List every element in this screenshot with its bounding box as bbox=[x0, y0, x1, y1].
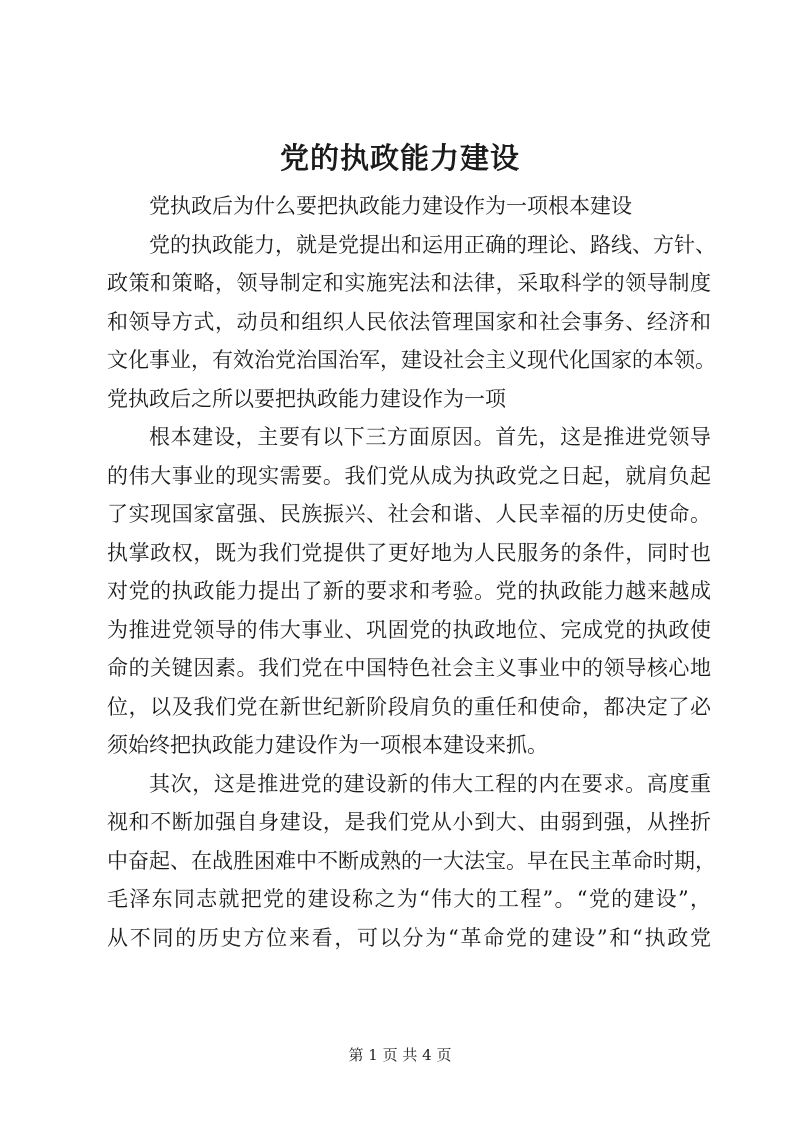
paragraph-line: 党的执政能力，就是党提出和运用正确的理论、路线、方针、 bbox=[149, 232, 716, 257]
paragraph-line: 根本建设，主要有以下三方面原因。首先，这是推进党领导 bbox=[149, 425, 711, 449]
paragraph-line: 命的关键因素。我们党在中国特色社会主义事业中的领导核心地 bbox=[107, 656, 711, 680]
paragraph-line: 其次，这是推进党的建设新的伟大工程的内在要求。高度重 bbox=[149, 771, 711, 796]
document-title: 党的执政能力建设 bbox=[279, 141, 520, 175]
paragraph-line: 中奋起、在战胜困难中不断成熟的一大法宝。早在民主革命时期， bbox=[107, 848, 716, 873]
paragraph-line: 为推进党领导的伟大事业、巩固党的执政地位、完成党的执政使 bbox=[107, 617, 711, 642]
paragraph-line: 执掌政权，既为我们党提供了更好地为人民服务的条件，同时也 bbox=[107, 540, 711, 565]
paragraph-line: 和领导方式，动员和组织人民依法管理国家和社会事务、经济和 bbox=[107, 309, 711, 334]
paragraph-line: 位，以及我们党在新世纪新阶段肩负的重任和使命，都决定了必 bbox=[107, 694, 711, 719]
paragraph-line: 党执政后之所以要把执政能力建设作为一项 bbox=[107, 386, 506, 411]
paragraph-line: 的伟大事业的现实需要。我们党从成为执政党之日起，就肩负起 bbox=[107, 463, 711, 488]
page-number: 第 1 页 共 4 页 bbox=[348, 1046, 452, 1064]
paragraph-line: 政策和策略，领导制定和实施宪法和法律，采取科学的领导制度 bbox=[107, 271, 711, 295]
paragraph-line: 视和不断加强自身建设，是我们党从小到大、由弱到强，从挫折 bbox=[107, 810, 711, 834]
paragraph-line: 毛泽东同志就把党的建设称之为“伟大的工程”。“党的建设”， bbox=[107, 887, 711, 911]
paragraph-line: 了实现国家富强、民族振兴、社会和谐、人民幸福的历史使命。 bbox=[107, 502, 711, 526]
paragraph-line: 对党的执政能力提出了新的要求和考验。党的执政能力越来越成 bbox=[107, 579, 711, 603]
paragraph-line: 须始终把执政能力建设作为一项根本建设来抓。 bbox=[107, 733, 548, 757]
section-heading: 党执政后为什么要把执政能力建设作为一项根本建设 bbox=[149, 194, 632, 218]
document-body bbox=[107, 187, 716, 957]
paragraph-line: 从不同的历史方位来看，可以分为“革命党的建设”和“执政党 bbox=[107, 925, 711, 950]
paragraph-line: 文化事业，有效治党治国治军，建设社会主义现代化国家的本领。 bbox=[107, 348, 716, 372]
